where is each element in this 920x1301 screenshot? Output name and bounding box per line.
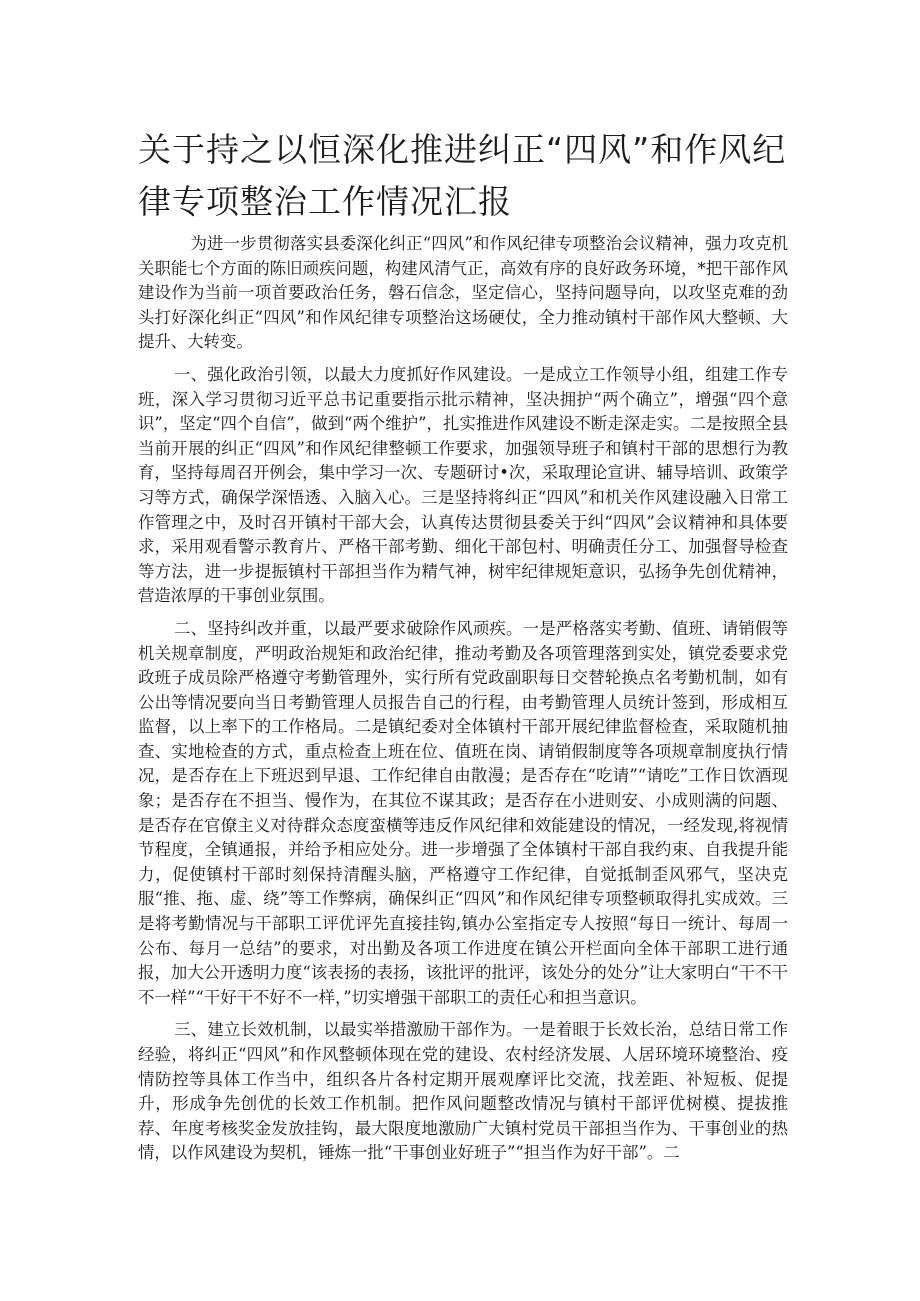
section-three-paragraph: 三、建立长效机制，以最实举措激励干部作为。一是着眼于长效长治，总结日常工作经验，将纠正“四风”和作风整顿体现在党的建设、农村经济发展、人居环境环境整治、疫情防控等具体工作当中，组织各片各村定期开展观摩评比交流，找差距、补短板、促提升，形成争先创优的长效工作机制。把作风问题整改情况与镇村干部评优树模、提拔推荐、年度考核奖金发放挂钩，最大限度地激励广大镇村党员干部担当作为、干事创业的热情，以作风建设为契机，锤炼一批“干事创业好班子”“担当作为好干部”。二: [138, 1020, 788, 1163]
intro-paragraph: 为进一步贯彻落实县委深化纠正“四风”和作风纪律专项整治会议精神，强力攻克机关职能七个方面的陈旧顽疾问题，构建风清气正，高效有序的良好政务环境，*把干部作风建设作为当前一项首要政治任务，磐石信念，坚定信心，坚持问题导向，以攻坚克难的劲头打好深化纠正“四风”和作风纪律专项整治这场硬仗，全力推动镇村干部作风大整顿、大提升、大转变。: [138, 234, 788, 352]
document-title: 关于持之以恒深化推进纠正“四风”和作风纪律专项整治工作情况汇报: [138, 130, 787, 221]
section-one-paragraph: 一、强化政治引领，以最大力度抓好作风建设。一是成立工作领导小组，组建工作专班，深入学习贯彻习近平总书记重要指示批示精神，坚决拥护“两个确立”，增强“四个意识”，坚定“四个自信”，做到“两个维护”，扎实推进作风建设不断走深走实。二是按照全县当前开展的纠正“四风”和作风纪律整顿工作要求，加强领导班子和镇村干部的思想行为教育，坚持每周召开例会，集中学习一次、专题研讨•次，采取理论宣讲、辅导培训、政策学习等方式，确保学深悟透、入脑入心。三是坚持将纠正“四风”和机关作风建设融入日常工作管理之中，及时召开镇村干部大会，认真传达贯彻县委关于纠“四风”会议精神和具体要求，采用观看警示教育片、严格干部考勤、细化干部包村、明确责任分工、加强督导检查等方法，进一步提振镇村干部担当作为精气神，树牢纪律规矩意识，弘扬争先创优精神，营造浓厚的干事创业氛围。: [138, 364, 788, 606]
section-two-paragraph: 二、坚持纠改并重，以最严要求破除作风顽疾。一是严格落实考勤、值班、请销假等机关规章制度，严明政治规矩和政治纪律，推动考勤及各项管理落到实处，镇党委要求党政班子成员除严格遵守考勤管理外，实行所有党政副职每日交替轮换点名考勤机制，如有公出等情况要向当日考勤管理人员报告自己的行程，由考勤管理人员统计签到，形成相互监督，以上率下的工作格局。二是镇纪委对全体镇村干部开展纪律监督检查，采取随机抽查、实地检查的方式，重点检查上班在位、值班在岗、请销假制度等各项规章制度执行情况，是否存在上下班迟到早退、工作纪律自由散漫；是否存在“吃请”“请吃”工作日饮酒现象；是否存在不担当、慢作为，在其位不谋其政；是否存在小进则安、小成则满的问题、是否存在官僚主义对待群众态度蛮横等违反作风纪律和效能建设的情况，一经发现,将视情节程度，全镇通报，并给予相应处分。进一步增强了全体镇村干部自我约束、自我提升能力，促使镇村干部时刻保持清醒头脑，严格遵守工作纪律，自觉抵制歪风邪气，坚决克服“推、拖、虚、绕”等工作弊病，确保纠正“四风”和作风纪律专项整顿取得扎实成效。三是将考勤情况与干部职工评优评先直接挂钩,镇办公室指定专人按照“每日一统计、每周一公布、每月一总结”的要求，对出勤及各项工作进度在镇公开栏面向全体干部职工进行通报，加大公开透明力度“该表扬的表扬，该批评的批评，该处分的处分”让大家明白“干不干不一样”“干好干不好不一样，”切实增强干部职工的责任心和担当意识。: [138, 618, 788, 1007]
document-body: [138, 232, 788, 1174]
